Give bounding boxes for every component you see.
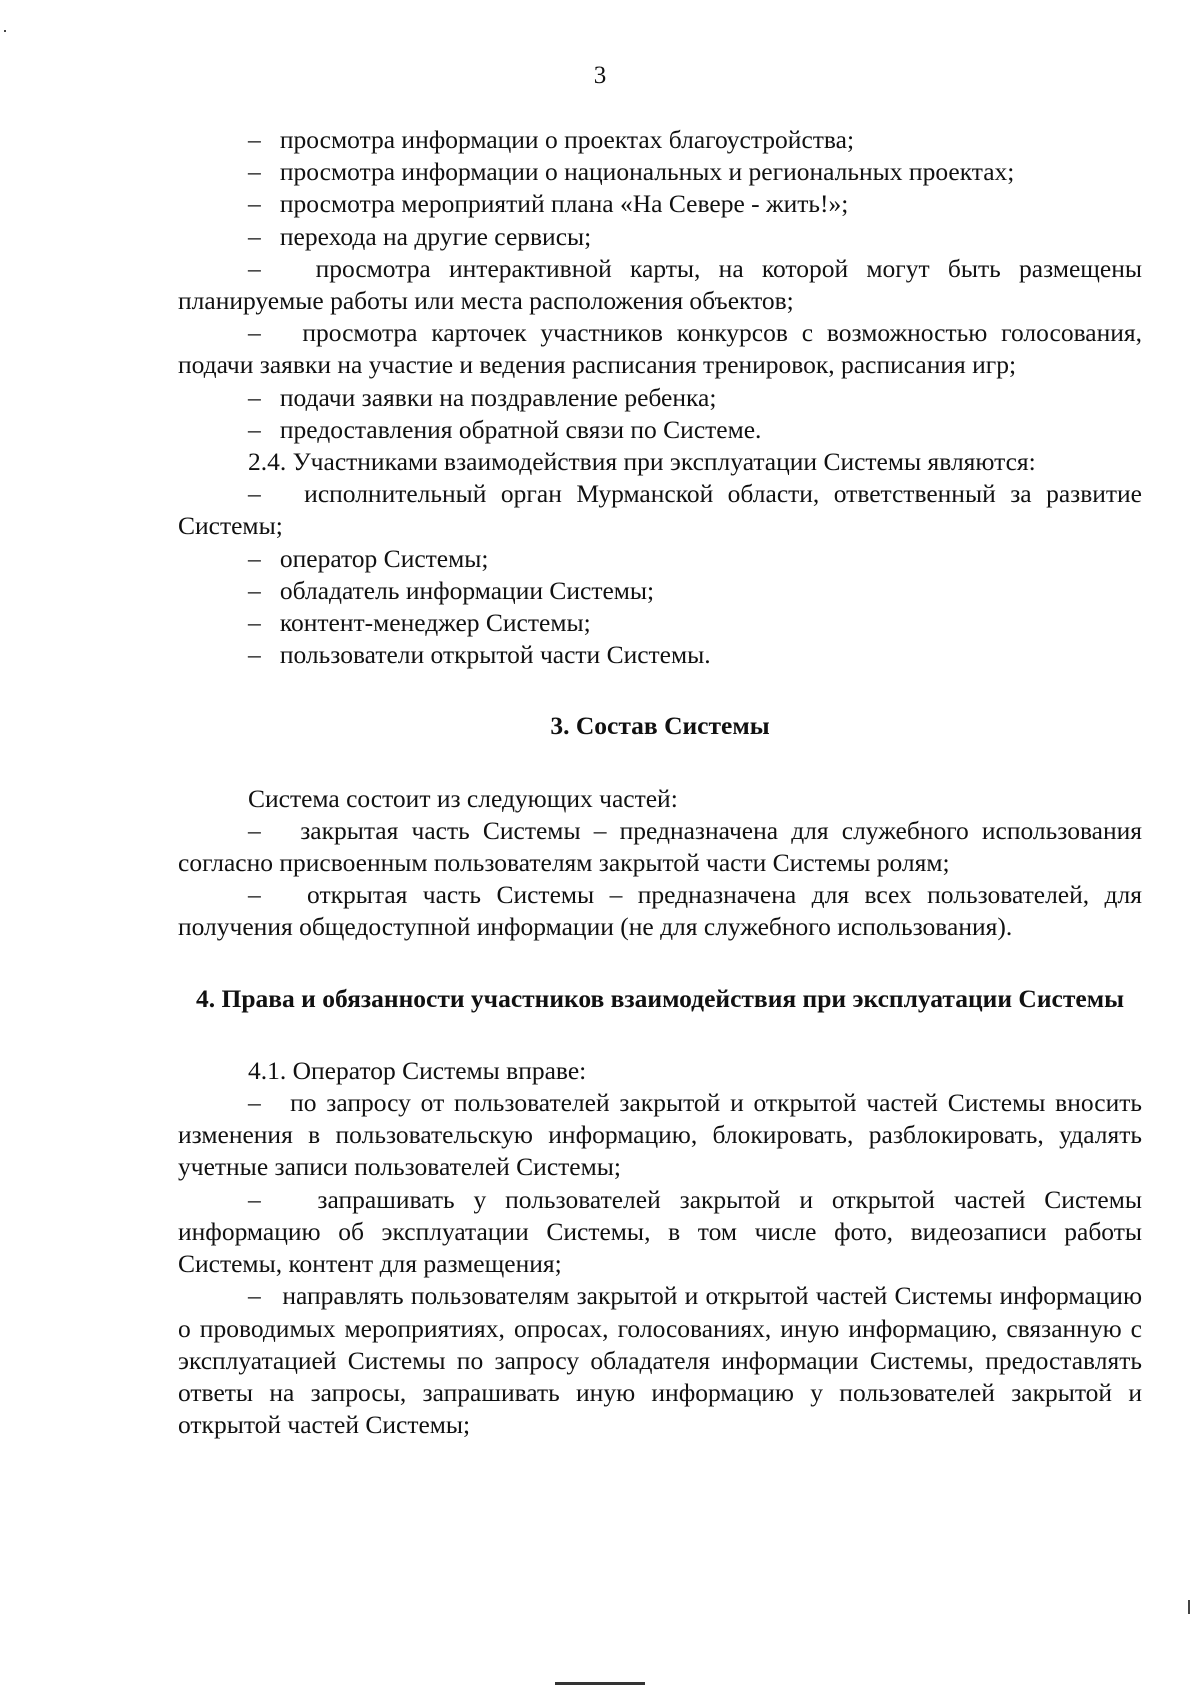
clause-2-4: 2.4. Участниками взаимодействия при эксплуатации Системы являются: [248,447,1036,477]
list-item: – контент-менеджер Системы; [178,607,1142,639]
paragraph: Система состоит из следующих частей: [248,783,678,813]
list-item: – предоставления обратной связи по Системе. [178,414,1142,446]
list-item: – закрытая часть Системы – предназначена для служебного использования согласно присвоенным пользователям закрытой части Системы ролям; [178,815,1142,879]
list-item: – открытая часть Системы – предназначена для всех пользователей, для получения общедоступной информации (не для служебного использования). [178,879,1142,943]
scan-edge-mark [1188,1600,1190,1614]
list-item: – исполнительный орган Мурманской области, ответственный за развитие Системы; [178,478,1142,542]
section-3-body [178,783,1142,944]
list-item: – просмотра информации о проектах благоустройства; [178,124,1142,156]
list-item: – по запросу от пользователей закрытой и открытой частей Системы вносить изменения в пользовательскую информацию, блокировать, разблокировать, удалять учетные записи пользователей Системы; [178,1087,1142,1184]
list-item: – просмотра информации о национальных и региональных проектах; [178,156,1142,188]
clause-4-1: 4.1. Оператор Системы вправе: [248,1055,587,1085]
document-body [178,124,1142,1441]
list-item: – пользователи открытой части Системы. [178,639,1142,671]
scan-bottom-mark [555,1682,645,1685]
list-item: – просмотра интерактивной карты, на которой могут быть размещены планируемые работы или места расположения объектов; [178,253,1142,317]
section-4-heading: 4. Права и обязанности участников взаимодействия при эксплуатации Системы [196,983,1124,1013]
list-item: – подачи заявки на поздравление ребенка; [178,382,1142,414]
list-item: – просмотра карточек участников конкурсов с возможностью голосования, подачи заявки на участие и ведения расписания тренировок, расписания игр; [178,317,1142,381]
scan-speck [4,30,6,32]
list-item: – перехода на другие сервисы; [178,221,1142,253]
list-item: – запрашивать у пользователей закрытой и открытой частей Системы информацию об эксплуатации Системы, в том числе фото, видеозаписи работы Системы, контент для размещения; [178,1184,1142,1281]
list-item: – оператор Системы; [178,543,1142,575]
list-item: – просмотра мероприятий плана «На Севере - жить!»; [178,188,1142,220]
list-item: – направлять пользователям закрытой и открытой частей Системы информацию о проводимых мероприятиях, опросах, голосованиях, иную информацию, связанную с эксплуатацией Системы по запросу обладателя информации Системы, предоставлять ответы на запросы, запрашивать иную информацию у пользователей закрытой и открытой частей Системы; [178,1280,1142,1441]
section-4-body [178,1055,1142,1441]
list-item: – обладатель информации Системы; [178,575,1142,607]
section-3-heading: 3. Состав Системы [550,711,770,741]
section-2-list [178,124,1142,671]
page-number: 3 [593,62,607,89]
